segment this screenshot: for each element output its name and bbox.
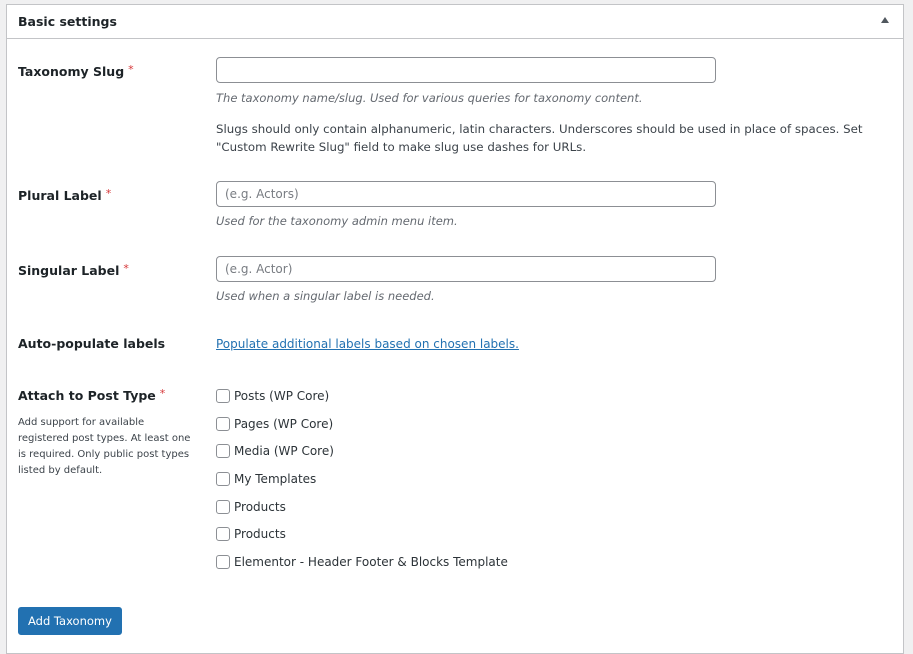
checkbox[interactable] (216, 527, 230, 541)
attach-post-type-label (18, 388, 165, 403)
checkbox[interactable] (216, 389, 230, 403)
post-type-option[interactable] (216, 500, 286, 514)
singular-label-label (18, 263, 129, 278)
post-type-option-label: Media (WP Core) (234, 444, 334, 458)
post-type-option[interactable] (216, 444, 334, 458)
post-type-option[interactable] (216, 417, 333, 431)
attach-post-type-help: Add support for available registered post types. At least one is required. Only public post types listed by default. (18, 417, 191, 476)
taxonomy-slug-description: The taxonomy name/slug. Used for various queries for taxonomy content. (216, 91, 643, 105)
attach-post-type-label-text: Attach to Post Type (18, 388, 156, 403)
panel-title: Basic settings (18, 14, 117, 29)
plural-label-description: Used for the taxonomy admin menu item. (216, 214, 458, 228)
post-type-option-label: Posts (WP Core) (234, 389, 330, 403)
plural-label-label-text: Plural Label (18, 188, 102, 203)
singular-label-description: Used when a singular label is needed. (216, 289, 435, 303)
post-type-option-label: Products (234, 527, 286, 541)
post-type-option[interactable] (216, 527, 286, 541)
taxonomy-slug-input[interactable] (216, 57, 716, 83)
post-type-option[interactable] (216, 389, 329, 403)
auto-populate-label: Auto-populate labels (18, 336, 166, 351)
post-type-option-label: Pages (WP Core) (234, 417, 334, 431)
singular-label-label-text: Singular Label (18, 263, 120, 278)
basic-settings-panel (6, 4, 904, 654)
plural-label-input[interactable] (216, 181, 716, 207)
checkbox[interactable] (216, 500, 230, 514)
taxonomy-slug-label-text: Taxonomy Slug (18, 64, 125, 79)
panel-header (7, 5, 903, 39)
required-marker: * (105, 187, 112, 200)
required-marker: * (123, 262, 129, 275)
post-type-option[interactable] (216, 472, 316, 486)
post-type-option[interactable] (216, 555, 508, 569)
taxonomy-slug-note: Slugs should only contain alphanumeric, latin characters. Underscores should be used in place of spaces. Set "Custom Rewrite Slug" field to make slug use dashes for URLs. (216, 122, 863, 154)
checkbox[interactable] (216, 417, 230, 431)
checkbox[interactable] (216, 444, 230, 458)
required-marker: * (128, 63, 134, 76)
post-type-option-label: Elementor - Header Footer & Blocks Template (234, 555, 508, 569)
populate-labels-link[interactable]: Populate additional labels based on chosen labels. (216, 337, 519, 351)
plural-label-label (18, 188, 111, 203)
taxonomy-slug-label (18, 64, 134, 79)
checkbox[interactable] (216, 472, 230, 486)
checkbox[interactable] (216, 555, 230, 569)
post-type-option-label: My Templates (234, 472, 317, 486)
triangle-up-icon[interactable] (881, 17, 889, 23)
singular-label-input[interactable] (216, 256, 716, 282)
required-marker: * (159, 387, 166, 400)
add-taxonomy-button[interactable]: Add Taxonomy (18, 607, 122, 635)
post-type-option-label: Products (234, 500, 286, 514)
